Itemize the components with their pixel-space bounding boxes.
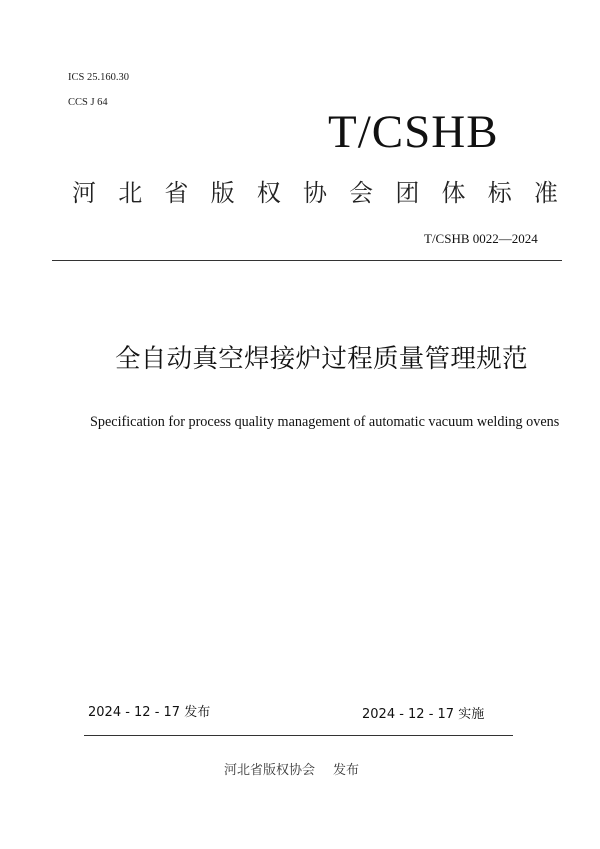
heading-char: 团 [395,181,420,207]
heading-char: 权 [256,181,281,207]
ics-code: ICS 25.160.30 [68,72,129,83]
issuer-action: 发布 [333,762,360,777]
heading-char: 协 [302,181,327,207]
implementation-date: 2024 - 12 - 17 实施 [362,707,485,722]
heading-char: 体 [441,181,466,207]
issuer-name: 河北省版权协会 [224,762,316,777]
bottom-divider [84,735,513,736]
standard-number: T/CSHB 0022—2024 [424,231,538,246]
document-title-english: Specification for process quality management of automatic vacuum welding ovens [90,414,560,430]
organization-standard-heading [72,177,558,211]
heading-char: 版 [210,181,235,207]
top-divider [52,260,562,261]
publish-date: 2024 - 12 - 17 发布 [88,705,211,720]
document-title-chinese: 全自动真空焊接炉过程质量管理规范 [115,344,528,374]
heading-char: 准 [533,181,558,207]
standard-brand-code: T/CSHB [328,106,499,158]
heading-char: 省 [164,181,189,207]
heading-char: 河 [72,181,96,207]
heading-char: 标 [487,181,512,207]
ccs-code: CCS J 64 [68,97,108,108]
heading-char: 北 [118,181,143,207]
issuer-line [224,760,359,780]
heading-char: 会 [349,181,374,207]
